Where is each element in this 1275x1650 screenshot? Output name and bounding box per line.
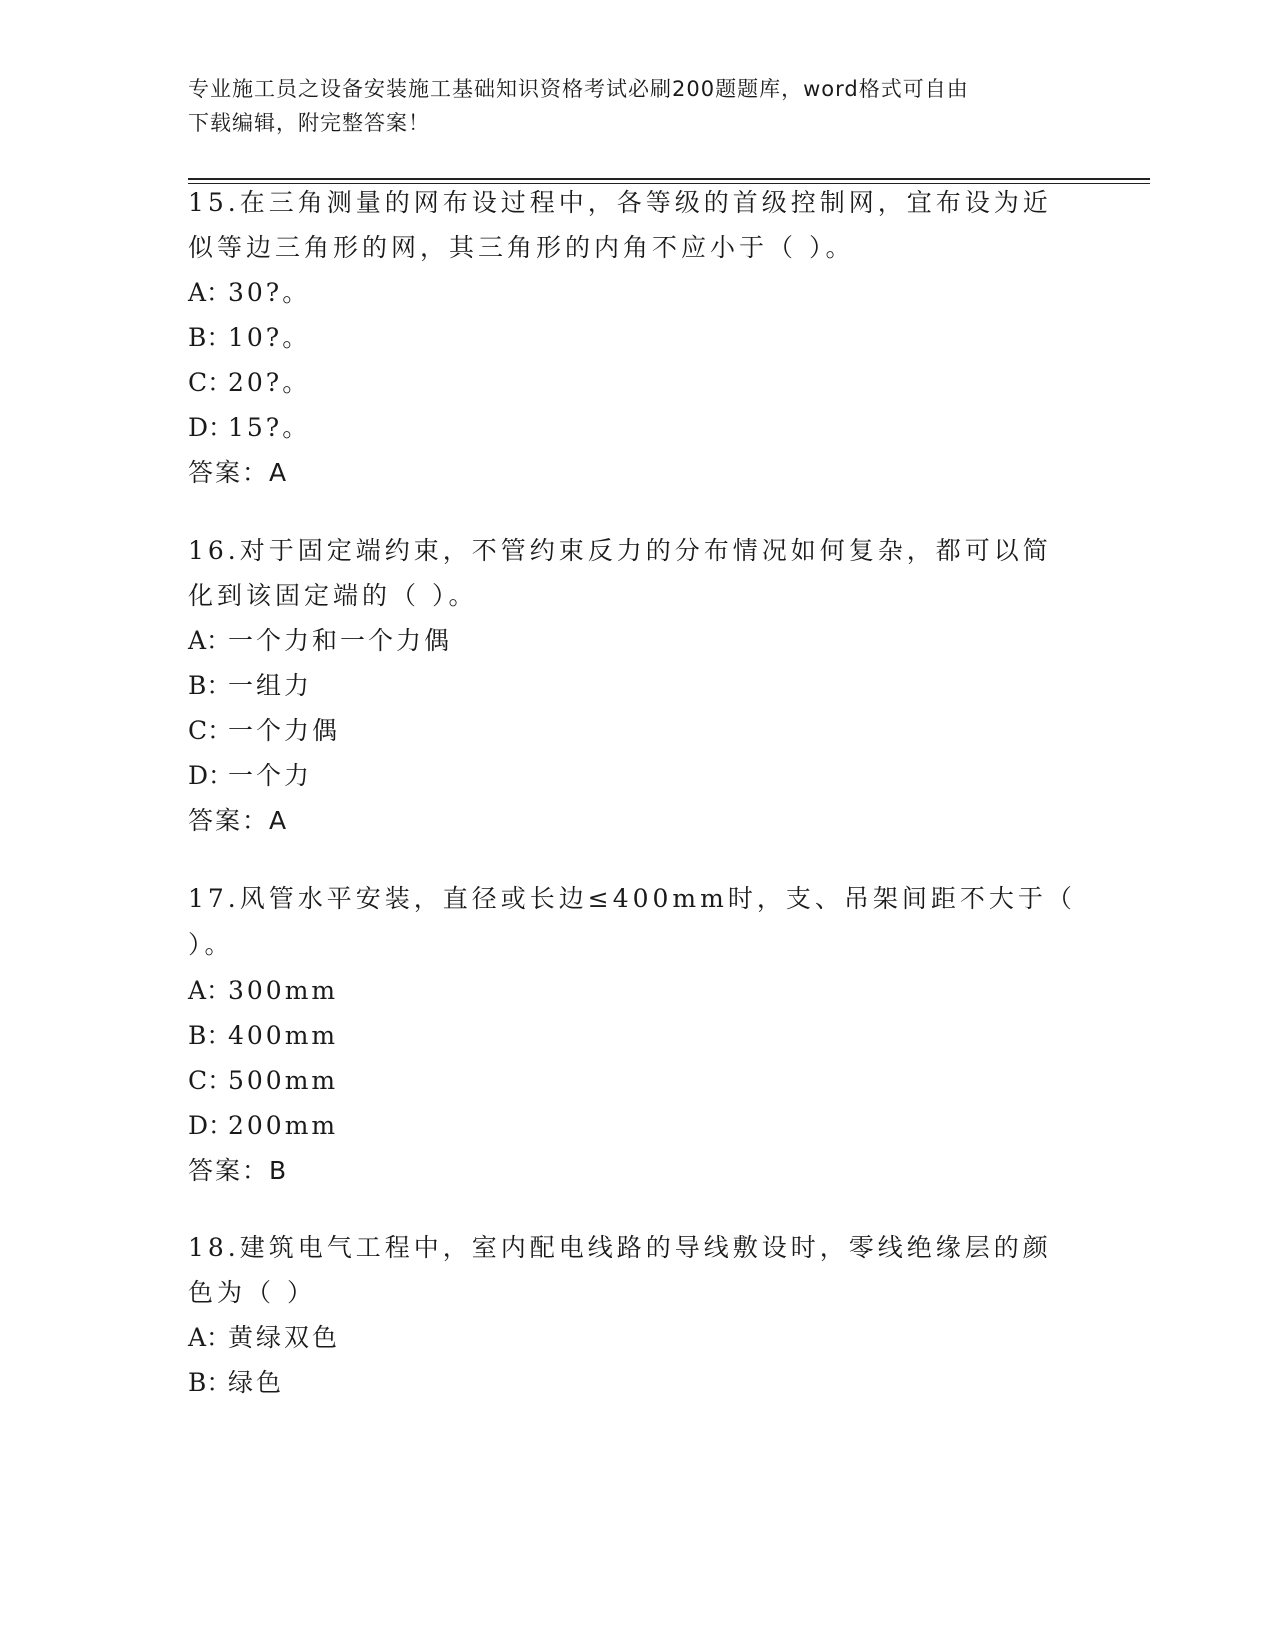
- question-text: 建筑电气工程中，室内配电线路的导线敷设时，零线绝缘层的颜色为（ ）: [188, 1233, 1052, 1307]
- option-text: 200mm: [228, 1111, 339, 1140]
- option-b: [188, 315, 1078, 360]
- question-text: 风管水平安装，直径或长边≤400mm时，支、吊架间距不大于（ ）。: [188, 884, 1076, 959]
- answer-line: 答案：B: [188, 1156, 289, 1185]
- option-a: [188, 618, 1078, 663]
- option-c: [188, 708, 1078, 753]
- option-d: [188, 753, 1078, 798]
- question-number: 16.: [188, 536, 240, 565]
- option-b: [188, 1360, 1078, 1405]
- option-c: [188, 1058, 1078, 1103]
- option-key: A：: [188, 1323, 232, 1352]
- option-b: [188, 1013, 1078, 1058]
- option-key: B：: [188, 1021, 232, 1050]
- option-key: A：: [188, 626, 232, 655]
- answer-line: 答案：A: [188, 806, 289, 835]
- option-key: B：: [188, 323, 232, 352]
- question-stem: [188, 1225, 1078, 1315]
- option-text: 一个力: [228, 761, 313, 790]
- option-text: 300mm: [228, 976, 339, 1005]
- option-text: 30?。: [228, 278, 311, 307]
- option-b: [188, 663, 1078, 708]
- option-key: D：: [188, 1111, 234, 1140]
- question-stem: [188, 180, 1078, 270]
- option-text: 一个力偶: [228, 716, 341, 745]
- option-key: A：: [188, 278, 232, 307]
- option-key: A：: [188, 976, 232, 1005]
- option-a: [188, 968, 1078, 1013]
- question-number: 17.: [188, 884, 240, 913]
- option-key: B：: [188, 671, 232, 700]
- option-key: C：: [188, 716, 233, 745]
- question-17: [188, 876, 1078, 1193]
- question-number: 15.: [188, 188, 240, 217]
- option-text: 20?。: [228, 368, 311, 397]
- answer-line: 答案：A: [188, 458, 289, 487]
- option-text: 黄绿双色: [228, 1323, 341, 1352]
- option-a: [188, 270, 1078, 315]
- option-d: [188, 1103, 1078, 1148]
- option-key: D：: [188, 761, 234, 790]
- header-title-line-1: 专业施工员之设备安装施工基础知识资格考试必刷200题题库，word格式可自由: [188, 77, 969, 101]
- option-key: C：: [188, 368, 233, 397]
- header-title-line-2: 下载编辑，附完整答案！: [188, 111, 430, 135]
- option-text: 500mm: [228, 1066, 339, 1095]
- question-15: [188, 180, 1078, 495]
- question-text: 对于固定端约束，不管约束反力的分布情况如何复杂，都可以简化到该固定端的（ ）。: [188, 536, 1052, 610]
- question-text: 在三角测量的网布设过程中，各等级的首级控制网，宜布设为近似等边三角形的网，其三角形的内角不应小于（ ）。: [188, 188, 1052, 262]
- option-c: [188, 360, 1078, 405]
- option-text: 一组力: [228, 671, 313, 700]
- option-a: [188, 1315, 1078, 1360]
- option-text: 400mm: [228, 1021, 339, 1050]
- question-stem: [188, 876, 1078, 968]
- option-d: [188, 405, 1078, 450]
- option-text: 15?。: [228, 413, 311, 442]
- option-key: C：: [188, 1066, 233, 1095]
- question-number: 18.: [188, 1233, 240, 1262]
- question-stem: [188, 528, 1078, 618]
- option-key: D：: [188, 413, 234, 442]
- option-text: 10?。: [228, 323, 311, 352]
- document-header: [188, 72, 1078, 140]
- question-16: [188, 528, 1078, 843]
- option-text: 绿色: [228, 1368, 285, 1397]
- question-18: [188, 1225, 1078, 1405]
- option-key: B：: [188, 1368, 232, 1397]
- option-text: 一个力和一个力偶: [228, 626, 453, 655]
